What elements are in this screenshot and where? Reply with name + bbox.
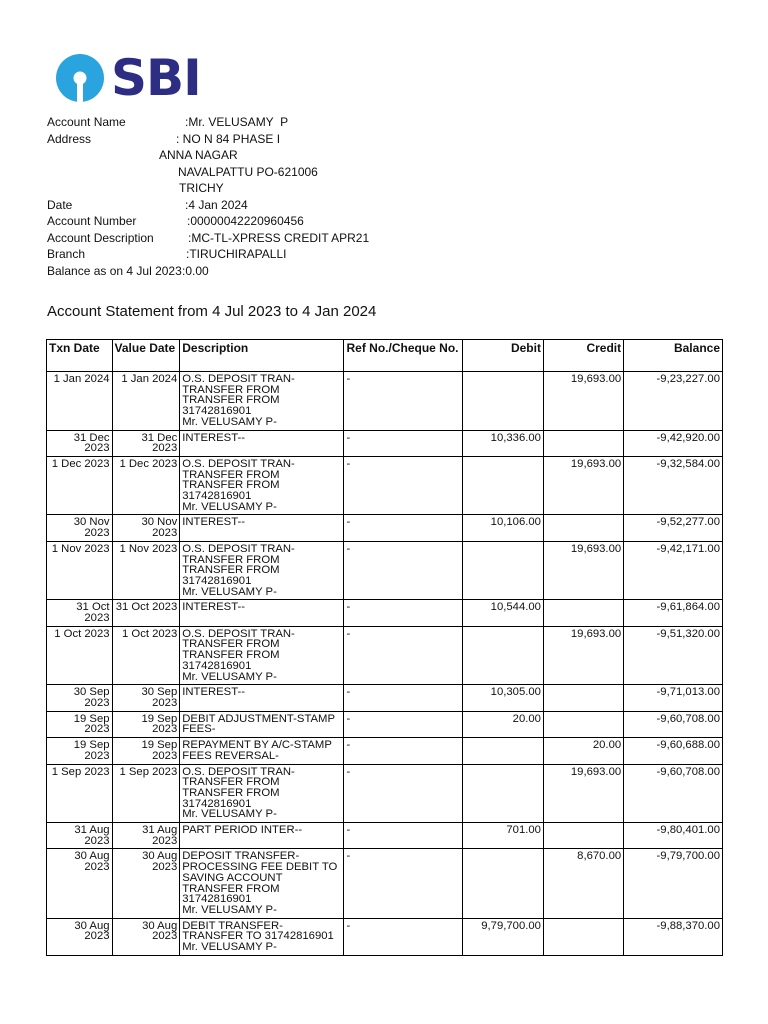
table-row <box>47 430 723 456</box>
cell-balance: -9,79,700.00 <box>624 849 723 918</box>
cell-credit <box>543 711 623 737</box>
opening-balance-row <box>47 263 209 280</box>
statement-title: Account Statement from 4 Jul 2023 to 4 Jan 2024 <box>47 303 377 320</box>
account-description-value: :MC-TL-XPRESS CREDIT APR21 <box>188 230 370 245</box>
cell-credit <box>543 515 623 541</box>
cell-ref-no: - <box>344 823 463 849</box>
table-row <box>47 823 723 849</box>
cell-ref-no: - <box>344 626 463 685</box>
col-value-date: Value Date <box>112 340 180 372</box>
cell-value-date: 31 Oct 2023 <box>112 600 180 626</box>
cell-debit: 10,106.00 <box>463 515 544 541</box>
cell-credit: 19,693.00 <box>543 456 623 515</box>
cell-value-date: 30 Aug 2023 <box>112 849 180 918</box>
cell-txn-date: 31 Aug 2023 <box>47 823 113 849</box>
cell-value-date: 30 Aug 2023 <box>112 918 180 955</box>
address-row-3 <box>47 164 318 181</box>
account-info <box>47 114 370 279</box>
table-row <box>47 711 723 737</box>
cell-txn-date: 30 Aug 2023 <box>47 849 113 918</box>
cell-balance: -9,32,584.00 <box>624 456 723 515</box>
cell-credit: 20.00 <box>543 738 623 764</box>
account-number-label: Account Number <box>47 214 137 228</box>
cell-debit: 10,305.00 <box>463 685 544 711</box>
branch-label: Branch <box>47 247 86 261</box>
cell-ref-no: - <box>344 738 463 764</box>
account-description-row <box>47 230 370 247</box>
table-header-row <box>47 340 723 372</box>
col-ref-no: Ref No./Cheque No. <box>344 340 463 372</box>
account-description-label: Account Description <box>47 230 154 245</box>
address-label: Address <box>47 131 92 146</box>
date-label: Date <box>47 197 73 212</box>
cell-txn-date: 30 Nov 2023 <box>47 515 113 541</box>
cell-credit: 19,693.00 <box>543 541 623 600</box>
cell-balance: -9,23,227.00 <box>624 372 723 431</box>
cell-description: INTEREST-- <box>180 515 344 541</box>
cell-balance: -9,80,401.00 <box>624 823 723 849</box>
col-txn-date: Txn Date <box>47 340 113 372</box>
date-value: :4 Jan 2024 <box>185 197 248 212</box>
cell-debit: 10,544.00 <box>463 600 544 626</box>
address-line-4: TRICHY <box>179 181 224 195</box>
cell-txn-date: 1 Sep 2023 <box>47 764 113 823</box>
cell-value-date: 31 Dec 2023 <box>112 430 180 456</box>
cell-ref-no: - <box>344 541 463 600</box>
cell-credit: 19,693.00 <box>543 372 623 431</box>
cell-value-date: 30 Sep 2023 <box>112 685 180 711</box>
cell-value-date: 1 Dec 2023 <box>112 456 180 515</box>
address-row <box>47 131 281 148</box>
cell-description: PART PERIOD INTER-- <box>180 823 344 849</box>
cell-balance: -9,88,370.00 <box>624 918 723 955</box>
cell-value-date: 19 Sep 2023 <box>112 738 180 764</box>
account-number-value: :00000042220960456 <box>187 214 304 228</box>
cell-credit: 19,693.00 <box>543 764 623 823</box>
table-row <box>47 515 723 541</box>
cell-txn-date: 31 Dec 2023 <box>47 430 113 456</box>
cell-balance: -9,42,171.00 <box>624 541 723 600</box>
cell-balance: -9,52,277.00 <box>624 515 723 541</box>
cell-ref-no: - <box>344 430 463 456</box>
address-row-2 <box>47 147 238 164</box>
cell-description: INTEREST-- <box>180 600 344 626</box>
address-row-4 <box>47 180 224 197</box>
cell-balance: -9,60,708.00 <box>624 711 723 737</box>
cell-value-date: 30 Nov 2023 <box>112 515 180 541</box>
cell-txn-date: 1 Dec 2023 <box>47 456 113 515</box>
cell-txn-date: 1 Nov 2023 <box>47 541 113 600</box>
transactions-table <box>46 339 723 956</box>
date-row <box>47 197 248 214</box>
cell-credit <box>543 918 623 955</box>
cell-ref-no: - <box>344 849 463 918</box>
cell-debit <box>463 849 544 918</box>
cell-txn-date: 19 Sep 2023 <box>47 711 113 737</box>
cell-ref-no: - <box>344 372 463 431</box>
cell-txn-date: 31 Oct 2023 <box>47 600 113 626</box>
cell-debit <box>463 764 544 823</box>
table-row <box>47 626 723 685</box>
cell-debit <box>463 738 544 764</box>
cell-value-date: 31 Aug 2023 <box>112 823 180 849</box>
col-description: Description <box>180 340 344 372</box>
cell-balance: -9,71,013.00 <box>624 685 723 711</box>
address-line-2: ANNA NAGAR <box>159 148 238 162</box>
cell-ref-no: - <box>344 456 463 515</box>
table-row <box>47 685 723 711</box>
cell-credit <box>543 600 623 626</box>
table-row <box>47 918 723 955</box>
sbi-logo <box>55 49 201 107</box>
account-name-row <box>47 114 289 131</box>
cell-ref-no: - <box>344 918 463 955</box>
cell-debit <box>463 456 544 515</box>
cell-debit: 701.00 <box>463 823 544 849</box>
cell-txn-date: 30 Sep 2023 <box>47 685 113 711</box>
branch-value: :TIRUCHIRAPALLI <box>186 247 287 261</box>
cell-description: O.S. DEPOSIT TRAN- TRANSFER FROM TRANSFER FROM 31742816901 Mr. VELUSAMY P- <box>180 626 344 685</box>
account-name-value: :Mr. VELUSAMY P <box>185 115 289 129</box>
cell-ref-no: - <box>344 600 463 626</box>
cell-value-date: 1 Jan 2024 <box>112 372 180 431</box>
cell-description: REPAYMENT BY A/C-STAMP FEES REVERSAL- <box>180 738 344 764</box>
branch-row <box>47 246 287 263</box>
address-line-1: : NO N 84 PHASE I <box>176 131 281 146</box>
cell-debit: 10,336.00 <box>463 430 544 456</box>
cell-description: O.S. DEPOSIT TRAN- TRANSFER FROM TRANSFER FROM 31742816901 Mr. VELUSAMY P- <box>180 456 344 515</box>
col-debit: Debit <box>463 340 544 372</box>
cell-credit: 19,693.00 <box>543 626 623 685</box>
cell-description: O.S. DEPOSIT TRAN- TRANSFER FROM TRANSFER FROM 31742816901 Mr. VELUSAMY P- <box>180 541 344 600</box>
cell-description: DEPOSIT TRANSFER- PROCESSING FEE DEBIT TO SAVING ACCOUNT TRANSFER FROM 31742816901 Mr. VELUSAMY P- <box>180 849 344 918</box>
col-balance: Balance <box>624 340 723 372</box>
cell-description: O.S. DEPOSIT TRAN- TRANSFER FROM TRANSFER FROM 31742816901 Mr. VELUSAMY P- <box>180 372 344 431</box>
table-row <box>47 849 723 918</box>
cell-ref-no: - <box>344 711 463 737</box>
cell-credit: 8,670.00 <box>543 849 623 918</box>
cell-description: DEBIT TRANSFER- TRANSFER TO 31742816901 Mr. VELUSAMY P- <box>180 918 344 955</box>
table-row <box>47 541 723 600</box>
cell-debit: 9,79,700.00 <box>463 918 544 955</box>
table-row <box>47 600 723 626</box>
table-row <box>47 764 723 823</box>
cell-debit: 20.00 <box>463 711 544 737</box>
cell-debit <box>463 541 544 600</box>
cell-description: INTEREST-- <box>180 685 344 711</box>
cell-value-date: 1 Sep 2023 <box>112 764 180 823</box>
cell-txn-date: 30 Aug 2023 <box>47 918 113 955</box>
table-row <box>47 738 723 764</box>
cell-debit <box>463 626 544 685</box>
sbi-keyhole-icon <box>55 53 105 103</box>
cell-ref-no: - <box>344 515 463 541</box>
cell-description: O.S. DEPOSIT TRAN- TRANSFER FROM TRANSFER FROM 31742816901 Mr. VELUSAMY P- <box>180 764 344 823</box>
opening-balance-value: :0.00 <box>182 263 209 278</box>
cell-balance: -9,61,864.00 <box>624 600 723 626</box>
cell-value-date: 19 Sep 2023 <box>112 711 180 737</box>
cell-balance: -9,60,688.00 <box>624 738 723 764</box>
cell-balance: -9,60,708.00 <box>624 764 723 823</box>
address-line-3: NAVALPATTU PO-621006 <box>178 164 318 179</box>
logo-text: SBI <box>111 49 201 107</box>
cell-description: INTEREST-- <box>180 430 344 456</box>
cell-debit <box>463 372 544 431</box>
cell-balance: -9,42,920.00 <box>624 430 723 456</box>
cell-credit <box>543 685 623 711</box>
col-credit: Credit <box>543 340 623 372</box>
cell-txn-date: 1 Jan 2024 <box>47 372 113 431</box>
cell-description: DEBIT ADJUSTMENT-STAMP FEES- <box>180 711 344 737</box>
table-row <box>47 456 723 515</box>
cell-credit <box>543 823 623 849</box>
account-number-row <box>47 213 304 230</box>
cell-txn-date: 1 Oct 2023 <box>47 626 113 685</box>
opening-balance-label: Balance as on 4 Jul 2023 <box>47 263 182 278</box>
cell-value-date: 1 Oct 2023 <box>112 626 180 685</box>
cell-ref-no: - <box>344 685 463 711</box>
cell-balance: -9,51,320.00 <box>624 626 723 685</box>
cell-txn-date: 19 Sep 2023 <box>47 738 113 764</box>
cell-value-date: 1 Nov 2023 <box>112 541 180 600</box>
cell-credit <box>543 430 623 456</box>
table-row <box>47 372 723 431</box>
account-name-label: Account Name <box>47 115 126 129</box>
cell-ref-no: - <box>344 764 463 823</box>
